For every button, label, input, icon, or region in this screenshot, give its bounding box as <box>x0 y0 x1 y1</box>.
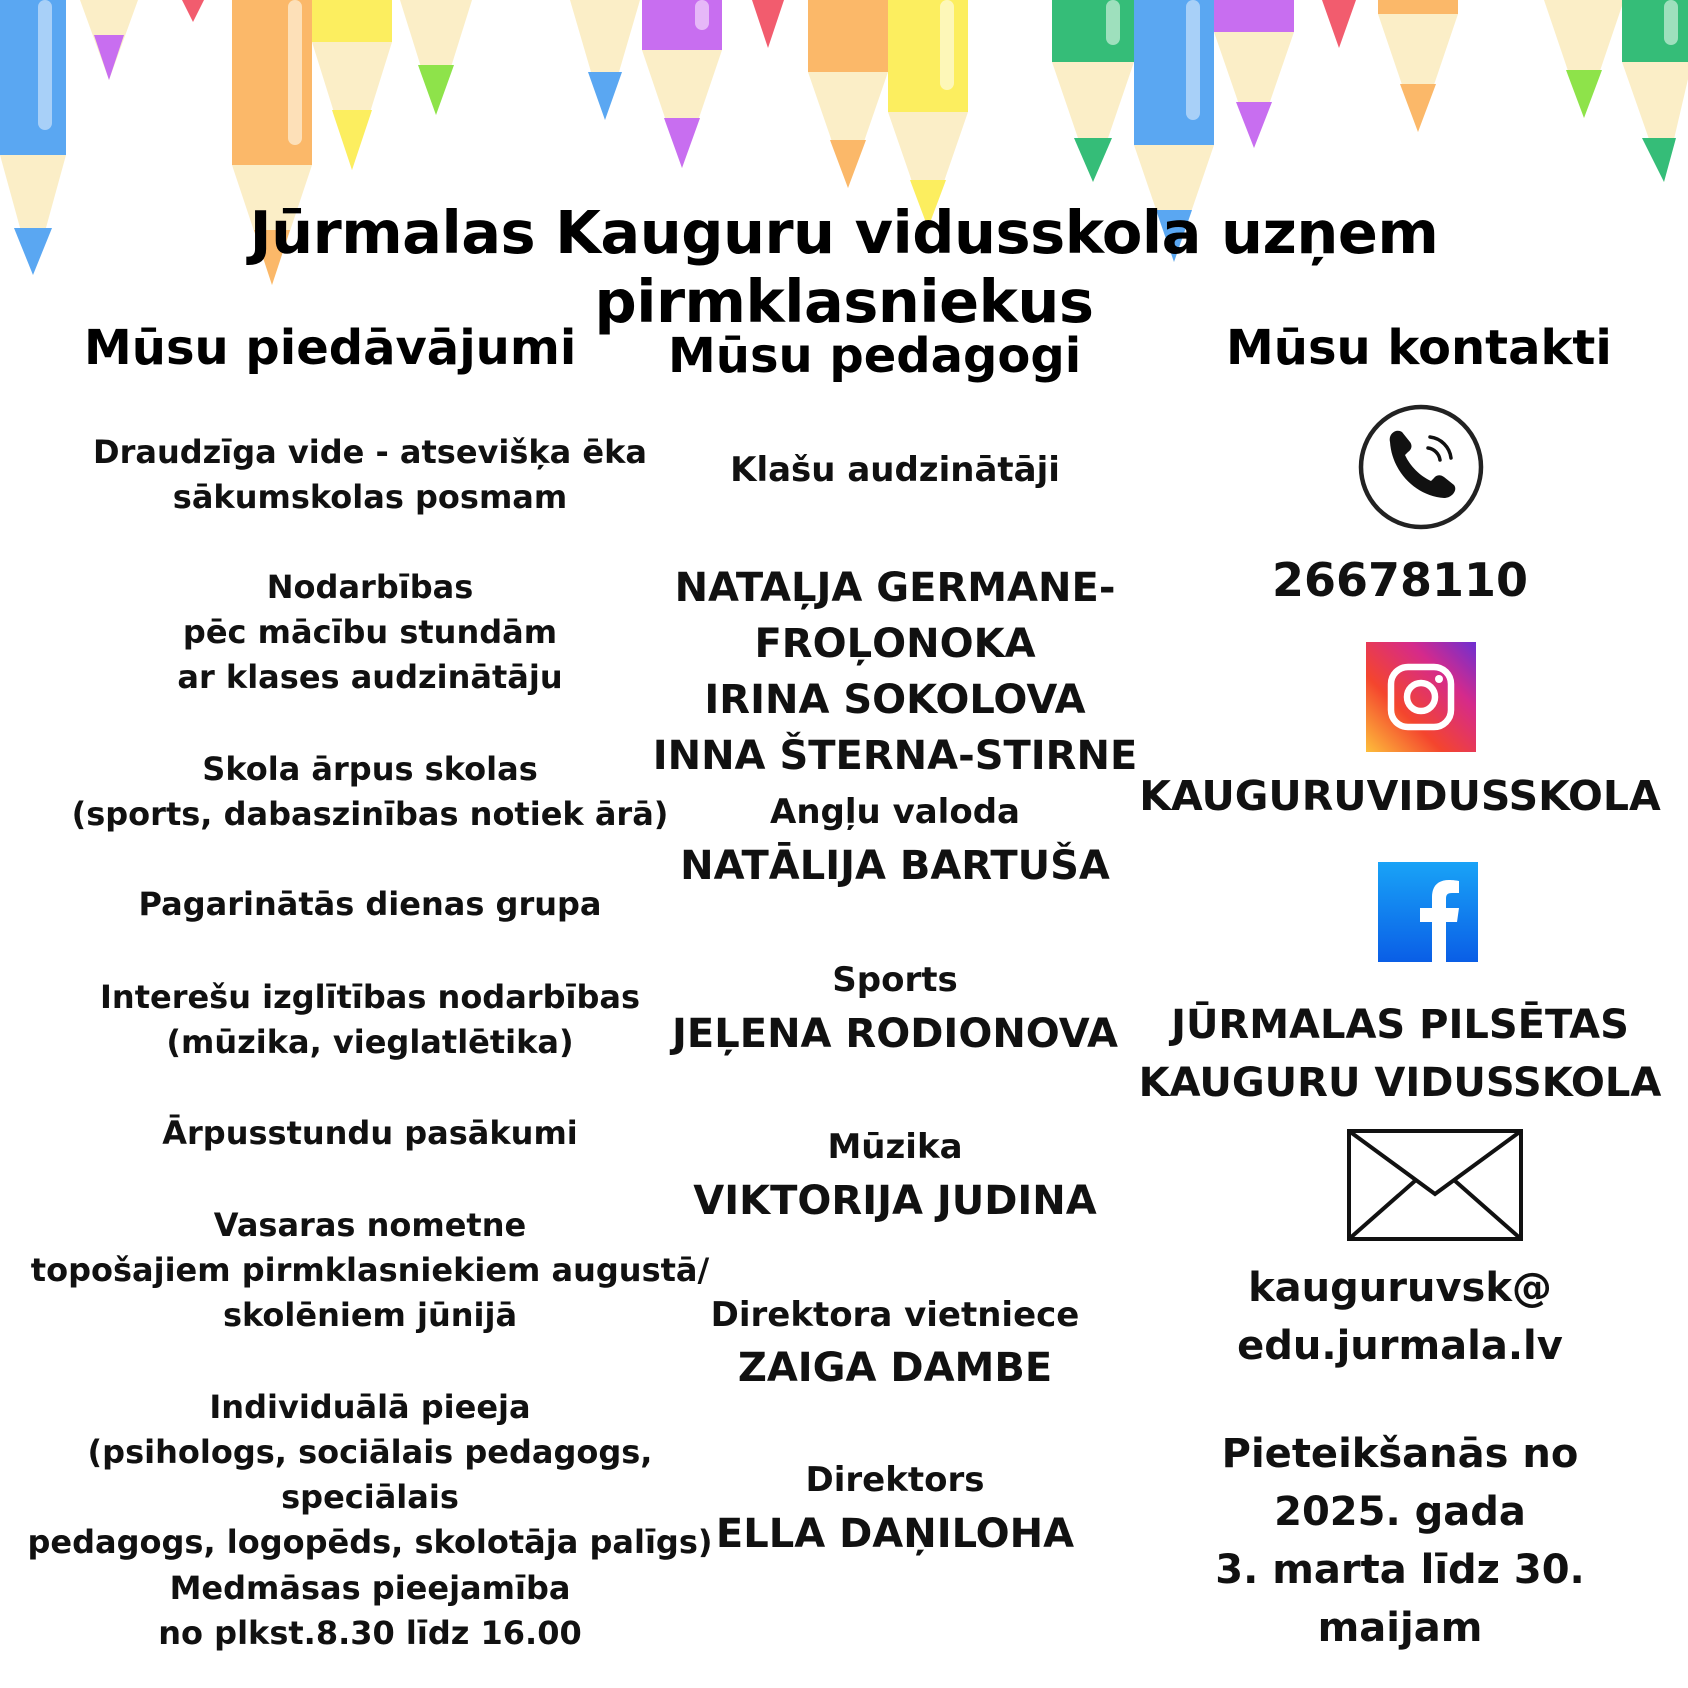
offer-line: pēc mācību stundām <box>182 613 558 651</box>
facebook-icon[interactable] <box>1378 862 1478 962</box>
teacher-role: Klašu audzinātāji <box>730 450 1060 490</box>
facebook-name[interactable] <box>1130 996 1670 1112</box>
offer-line: Vasaras nometne <box>213 1206 527 1244</box>
teacher-name: NATAĻJA GERMANE-FROĻONOKA <box>674 565 1116 667</box>
offer-line: (psihologs, sociālais pedagogs, speciālais <box>87 1433 653 1516</box>
offer-line: ar klases audzinātāju <box>177 658 563 696</box>
offer-line: Draudzīga vide - atsevišķa ēka <box>93 433 647 471</box>
registration-line: Pieteikšanās no <box>1221 1431 1579 1477</box>
registration-info <box>1130 1425 1670 1657</box>
offer-line: no plkst.8.30 līdz 16.00 <box>158 1614 582 1652</box>
offer-line: sākumskolas posmam <box>172 478 568 516</box>
teacher-role: Mūzika <box>827 1127 963 1167</box>
registration-line: 2025. gada <box>1274 1489 1526 1535</box>
email-line: kauguruvsk@ <box>1248 1265 1552 1311</box>
registration-line: 3. marta līdz 30. maijam <box>1215 1547 1585 1651</box>
offer-line: Nodarbības <box>266 568 474 606</box>
offer-line: Individuālā pieeja <box>209 1388 531 1426</box>
teacher-name: JEĻENA RODIONOVA <box>672 1011 1118 1057</box>
phone-icon[interactable] <box>1358 404 1484 530</box>
teacher-role: Direktors <box>805 1460 985 1500</box>
offer-line: Medmāsas pieejamība <box>169 1569 571 1607</box>
offer-line: skolēniem jūnijā <box>222 1296 518 1334</box>
contacts-column <box>1130 0 1680 1688</box>
phone-number[interactable]: 26678110 <box>1271 553 1529 607</box>
instagram-handle[interactable]: KAUGURUVIDUSSKOLA <box>1139 772 1661 820</box>
facebook-line: KAUGURU VIDUSSKOLA <box>1138 1060 1662 1106</box>
mail-icon[interactable] <box>1346 1128 1524 1242</box>
teacher-name: NATĀLIJA BARTUŠA <box>680 843 1110 889</box>
email-line: edu.jurmala.lv <box>1237 1323 1563 1369</box>
offer-line: pedagogs, logopēds, skolotāja palīgs) <box>27 1523 713 1561</box>
teacher-name: VIKTORIJA JUDINA <box>693 1178 1097 1224</box>
teacher-name: ELLA DAŅILOHA <box>715 1511 1075 1557</box>
page-title: Jūrmalas Kauguru vidusskola uzņem pirmklasniekus <box>249 198 1439 336</box>
contacts-heading: Mūsu kontakti <box>1226 320 1612 376</box>
teachers-heading: Mūsu pedagogi <box>668 328 1082 384</box>
offer-line: topošajiem pirmklasniekiem augustā/ <box>30 1251 710 1289</box>
teacher-role: Sports <box>832 960 958 1000</box>
instagram-icon[interactable] <box>1366 642 1476 752</box>
facebook-line: JŪRMALAS PILSĒTAS <box>1171 1002 1629 1048</box>
teacher-role: Angļu valoda <box>770 792 1020 832</box>
offer-line: Pagarinātās dienas grupa <box>138 885 602 923</box>
teacher-name: IRINA SOKOLOVA <box>704 677 1086 723</box>
offer-line: Skola ārpus skolas <box>202 750 538 788</box>
teacher-name: ZAIGA DAMBE <box>737 1345 1053 1391</box>
offer-line: Interešu izglītības nodarbības <box>100 978 640 1016</box>
offer-line: (mūzika, vieglatlētika) <box>166 1023 574 1061</box>
teacher-role: Direktora vietniece <box>710 1295 1080 1335</box>
offers-heading: Mūsu piedāvājumi <box>84 320 577 376</box>
offer-line: (sports, dabaszinības notiek ārā) <box>71 795 669 833</box>
offer-line: Ārpusstundu pasākumi <box>162 1114 578 1152</box>
email-address[interactable] <box>1130 1259 1670 1375</box>
teacher-name: INNA ŠTERNA-STIRNE <box>652 733 1138 779</box>
